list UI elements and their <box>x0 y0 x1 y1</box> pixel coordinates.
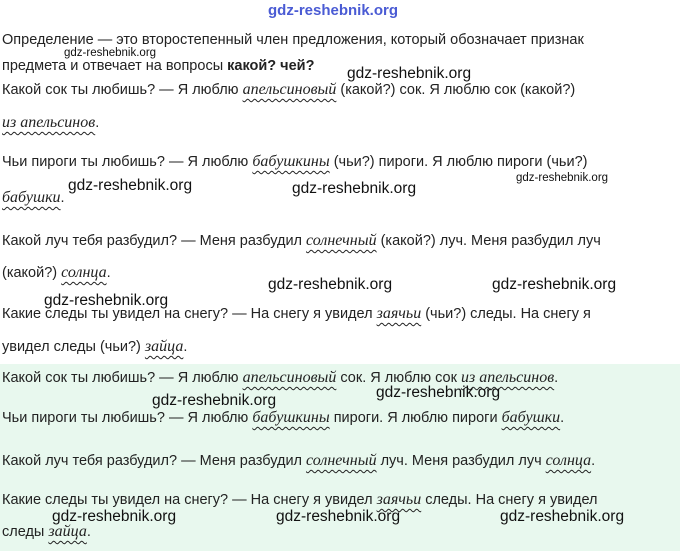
answer-question: Чьи пироги ты любишь? — Я люблю <box>2 410 253 426</box>
answer-question: Какие следы ты увидел на снегу? — На снегу я увидел <box>2 492 377 508</box>
example-1-line-2 <box>2 114 99 132</box>
definition-line-1: Определение — это второстепенный член предложения, который обозначает признак <box>2 32 584 48</box>
handwritten-word: зайца <box>48 523 87 540</box>
period: . <box>86 524 91 540</box>
example-text: (чьи?) пироги. Я люблю пироги (чьи?) <box>329 154 588 170</box>
example-4-line-2 <box>2 338 187 356</box>
period: . <box>60 190 65 206</box>
example-question: Какой луч тебя разбудил? — Меня разбудил <box>2 233 307 249</box>
watermark: gdz-reshebnik.org <box>292 180 417 197</box>
example-question: Какие следы ты увидел на снегу? — На снегу я увидел <box>2 306 377 322</box>
example-text: увидел следы (чьи?) <box>2 339 145 355</box>
handwritten-word: солнца <box>545 452 592 469</box>
example-3-line-1 <box>2 232 601 250</box>
definition-text: предмета и отвечает на вопросы <box>2 58 228 74</box>
example-1-line-1 <box>2 81 575 99</box>
answer-text: следы <box>2 524 49 540</box>
period: . <box>591 453 596 469</box>
watermark: gdz-reshebnik.org <box>347 65 472 82</box>
watermark: gdz-reshebnik.org <box>152 392 277 409</box>
definition-questions: какой? чей? <box>227 58 315 74</box>
handwritten-word: зайца <box>144 338 184 355</box>
answer-text: сок. Я люблю сок <box>336 370 461 386</box>
watermark: gdz-reshebnik.org <box>52 508 177 525</box>
handwritten-word: из апельсинов <box>460 369 555 386</box>
period: . <box>106 265 111 281</box>
example-text: (какой?) сок. Я люблю сок (какой?) <box>336 82 576 98</box>
period: . <box>560 410 565 426</box>
answer-question: Какой сок ты любишь? — Я люблю <box>2 370 243 386</box>
answer-question: Какой луч тебя разбудил? — Меня разбудил <box>2 453 307 469</box>
example-text: (какой?) <box>2 265 62 281</box>
handwritten-word: заячьи <box>376 305 422 322</box>
header-watermark[interactable]: gdz-reshebnik.org <box>268 2 399 19</box>
watermark: gdz-reshebnik.org <box>276 508 401 525</box>
period: . <box>183 339 188 355</box>
handwritten-word: бабушкины <box>252 409 330 426</box>
handwritten-word: солнечный <box>306 452 377 469</box>
watermark: gdz-reshebnik.org <box>516 172 609 184</box>
answer-text: луч. Меня разбудил луч <box>376 453 546 469</box>
answer-4-line-1 <box>2 491 598 509</box>
answer-3-line <box>2 452 595 470</box>
handwritten-word: апельсиновый <box>242 369 337 386</box>
handwritten-word: солнечный <box>306 232 377 249</box>
example-question: Чьи пироги ты любишь? — Я люблю <box>2 154 253 170</box>
watermark: gdz-reshebnik.org <box>500 508 625 525</box>
watermark: gdz-reshebnik.org <box>64 47 157 59</box>
example-2-line-2 <box>2 189 65 207</box>
watermark: gdz-reshebnik.org <box>268 276 393 293</box>
answer-text: пироги. Я люблю пироги <box>329 410 502 426</box>
example-question: Какой сок ты любишь? — Я люблю <box>2 82 243 98</box>
handwritten-word: бабушкины <box>252 153 330 170</box>
period: . <box>554 370 559 386</box>
watermark: gdz-reshebnik.org <box>376 384 501 401</box>
answer-text: следы. На снегу я увидел <box>421 492 598 508</box>
watermark: gdz-reshebnik.org <box>44 292 169 309</box>
answer-2-line <box>2 409 564 427</box>
handwritten-word: заячьи <box>376 491 422 508</box>
watermark: gdz-reshebnik.org <box>492 276 617 293</box>
example-2-line-1 <box>2 153 587 171</box>
handwritten-word: бабушки <box>501 409 561 426</box>
example-3-line-2 <box>2 264 111 282</box>
handwritten-word: апельсиновый <box>242 81 337 98</box>
handwritten-word: из апельсинов <box>2 114 96 131</box>
definition-line-2 <box>2 57 314 75</box>
handwritten-word: бабушки <box>2 189 61 206</box>
handwritten-word: солнца <box>61 264 107 281</box>
period: . <box>95 115 100 131</box>
example-text: (чьи?) следы. На снегу я <box>421 306 591 322</box>
watermark: gdz-reshebnik.org <box>68 177 193 194</box>
example-text: (какой?) луч. Меня разбудил луч <box>376 233 601 249</box>
